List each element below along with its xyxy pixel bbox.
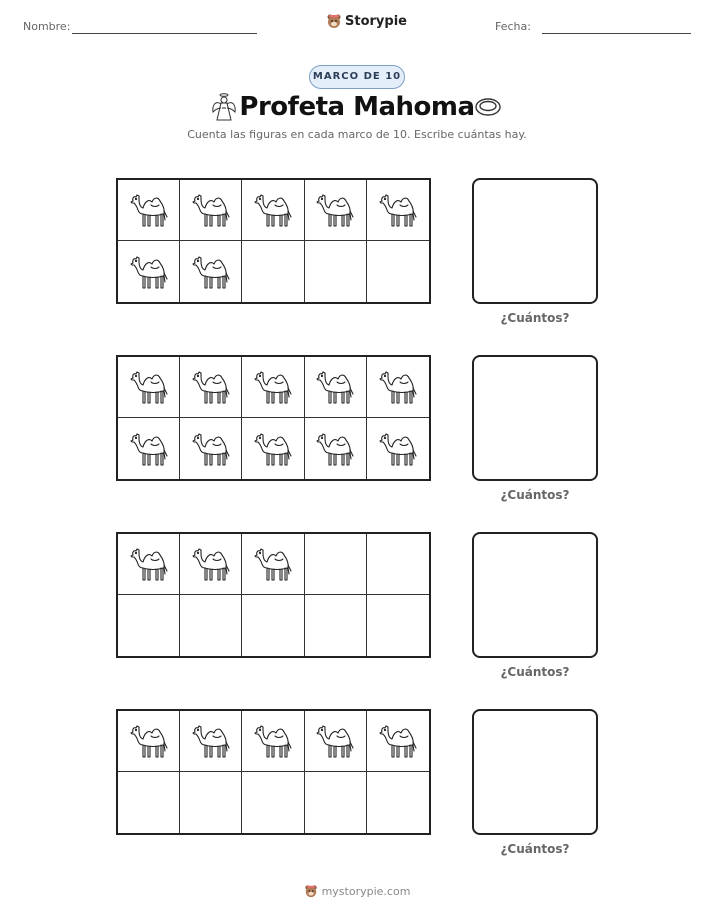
ten-frame-cell <box>367 241 429 302</box>
worksheet-title: Profeta Mahoma <box>239 92 475 122</box>
answer-box[interactable] <box>472 355 598 481</box>
camel-icon <box>189 187 233 233</box>
camel-icon <box>189 249 233 295</box>
camel-icon <box>376 187 420 233</box>
ten-frame-cell <box>180 711 242 772</box>
ten-frame-cell <box>118 772 180 833</box>
ten-frame-cell <box>242 595 304 656</box>
ten-frame-cell <box>242 534 304 595</box>
ten-frame-cell <box>367 534 429 595</box>
camel-icon <box>376 364 420 410</box>
ten-frame-cell <box>180 534 242 595</box>
camel-icon <box>313 187 357 233</box>
bear-logo-icon <box>326 13 342 29</box>
name-line[interactable] <box>72 33 257 34</box>
ten-frame-cell <box>180 241 242 302</box>
camel-icon <box>127 718 171 764</box>
ten-frame <box>116 355 431 481</box>
ten-frame-cell <box>180 595 242 656</box>
ten-frame-cell <box>118 595 180 656</box>
camel-icon <box>251 187 295 233</box>
footer <box>0 884 714 898</box>
ten-frame-cell <box>367 595 429 656</box>
ten-frame-cell <box>305 357 367 418</box>
camel-icon <box>251 364 295 410</box>
date-line[interactable] <box>542 33 691 34</box>
camel-icon <box>313 718 357 764</box>
ten-frame-cell <box>118 418 180 479</box>
bear-logo-icon <box>304 884 318 898</box>
worksheet-type-badge: MARCO DE 10 <box>309 65 405 89</box>
name-label: Nombre: <box>23 20 71 33</box>
storypie-logo <box>326 13 407 29</box>
ten-frame-cell <box>242 418 304 479</box>
answer-box[interactable] <box>472 709 598 835</box>
camel-icon <box>127 364 171 410</box>
ten-frame-cell <box>305 711 367 772</box>
camel-icon <box>189 718 233 764</box>
answer-label: ¿Cuántos? <box>500 488 570 502</box>
ten-frame-cell <box>305 241 367 302</box>
camel-icon <box>251 718 295 764</box>
answer-box[interactable] <box>472 178 598 304</box>
ten-frame-cell <box>367 711 429 772</box>
ten-frame-cell <box>367 418 429 479</box>
ring-icon <box>474 96 502 118</box>
ten-frame <box>116 709 431 835</box>
ten-frame-cell <box>180 180 242 241</box>
camel-icon <box>189 364 233 410</box>
instructions: Cuenta las figuras en cada marco de 10. Escribe cuántas hay. <box>187 128 527 141</box>
camel-icon <box>313 426 357 472</box>
ten-frame-cell <box>242 711 304 772</box>
ten-frame-cell <box>242 357 304 418</box>
ten-frame-cell <box>118 357 180 418</box>
ten-frame-cell <box>305 534 367 595</box>
answer-label: ¿Cuántos? <box>500 842 570 856</box>
camel-icon <box>189 541 233 587</box>
camel-icon <box>127 426 171 472</box>
ten-frame-cell <box>305 180 367 241</box>
camel-icon <box>313 364 357 410</box>
footer-site: mystorypie.com <box>321 884 411 898</box>
answer-label: ¿Cuántos? <box>500 665 570 679</box>
ten-frame-cell <box>305 595 367 656</box>
camel-icon <box>376 718 420 764</box>
answer-box[interactable] <box>472 532 598 658</box>
ten-frame-cell <box>367 357 429 418</box>
answer-label: ¿Cuántos? <box>500 311 570 325</box>
camel-icon <box>189 426 233 472</box>
ten-frame <box>116 532 431 658</box>
camel-icon <box>127 249 171 295</box>
ten-frame-cell <box>367 772 429 833</box>
ten-frame-cell <box>242 241 304 302</box>
ten-frame-cell <box>305 418 367 479</box>
ten-frame-cell <box>367 180 429 241</box>
ten-frame-cell <box>118 534 180 595</box>
ten-frame-cell <box>242 180 304 241</box>
date-label: Fecha: <box>495 20 531 33</box>
ten-frame-cell <box>180 357 242 418</box>
ten-frame-cell <box>180 772 242 833</box>
ten-frame-cell <box>118 711 180 772</box>
ten-frame-cell <box>118 241 180 302</box>
camel-icon <box>127 541 171 587</box>
ten-frame-cell <box>180 418 242 479</box>
ten-frame <box>116 178 431 304</box>
ten-frame-cell <box>242 772 304 833</box>
camel-icon <box>251 541 295 587</box>
ten-frame-cell <box>305 772 367 833</box>
ten-frame-cell <box>118 180 180 241</box>
brand-name: Storypie <box>345 13 407 29</box>
camel-icon <box>127 187 171 233</box>
camel-icon <box>251 426 295 472</box>
camel-icon <box>376 426 420 472</box>
